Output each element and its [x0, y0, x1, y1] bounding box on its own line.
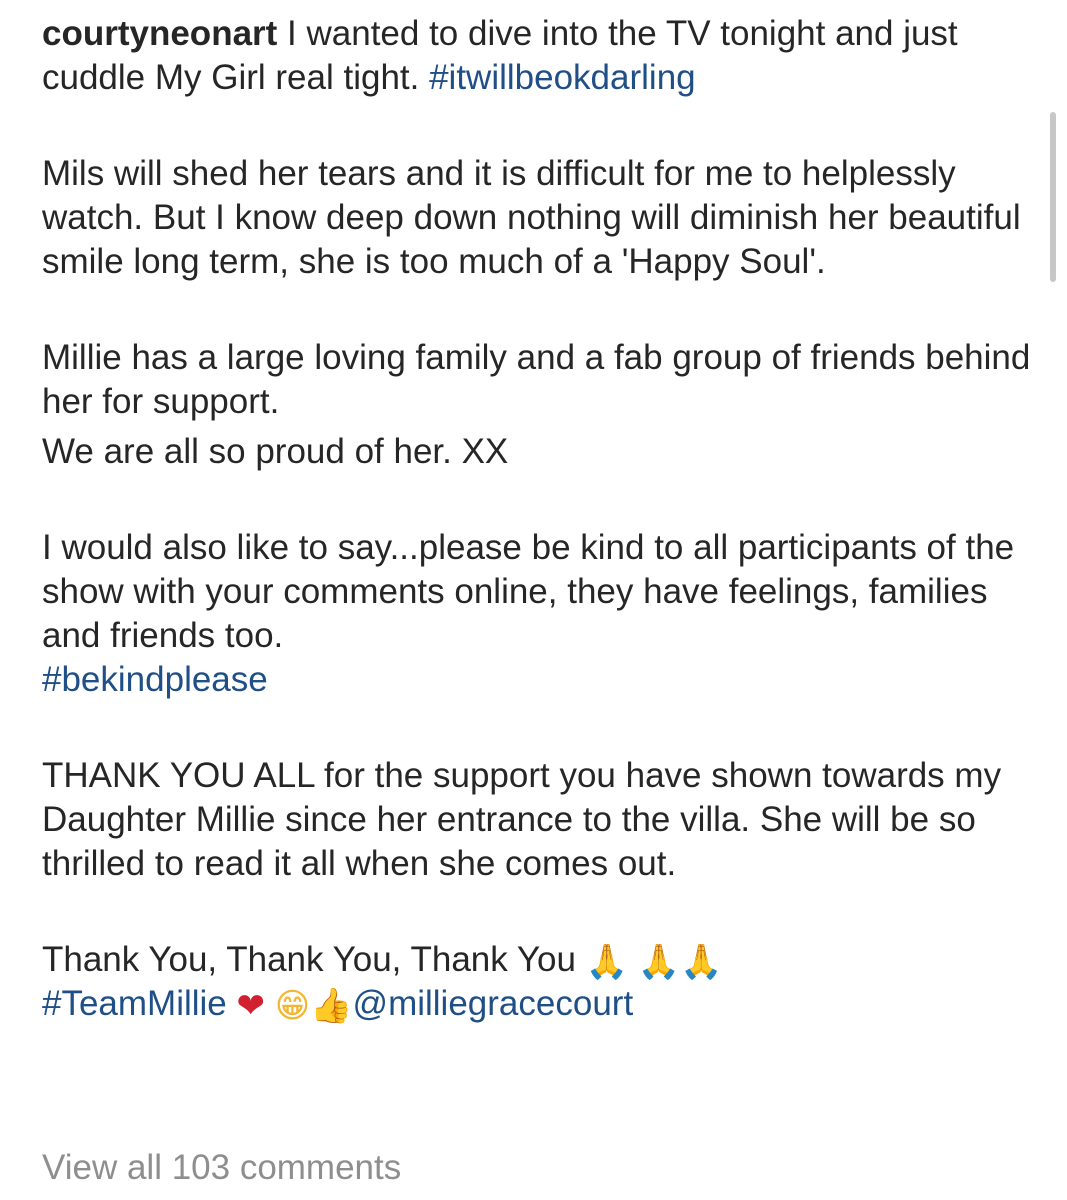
username-link[interactable]: courtyneonart [42, 14, 278, 53]
view-all-comments-link[interactable]: View all 103 comments [42, 1148, 402, 1187]
paragraph-gap [42, 100, 1032, 152]
paragraph-gap [42, 474, 1032, 526]
paragraph-gap [42, 284, 1032, 336]
hashtag-bekindplease[interactable]: #bekindplease [42, 660, 268, 699]
caption-paragraph-3: Millie has a large loving family and a fab group of friends behind her for support. [42, 338, 1031, 421]
folded-hands-emoji-icon: 🙏 [637, 942, 681, 982]
hashtag-itwillbeokdarling[interactable]: #itwillbeokdarling [429, 58, 696, 97]
folded-hands-emoji-icon: 🙏 [680, 942, 723, 982]
paragraph-gap [42, 886, 1032, 938]
caption-text-6: Thank You, Thank You, Thank You [42, 940, 586, 979]
paragraph-gap [42, 702, 1032, 754]
mention-milliegracecourt[interactable]: @milliegracecourt [352, 984, 634, 1023]
caption-paragraph-5: THANK YOU ALL for the support you have shown towards my Daughter Millie since her entrance to the villa. She will be so thrilled to read it all when she comes out. [42, 756, 1002, 883]
grinning-face-emoji-icon: 😁 [274, 986, 311, 1026]
caption-paragraph-2: Mils will shed her tears and it is difficult for me to helplessly watch. But I know deep down nothing will diminish her beautiful smile long term, she is too much of a 'Happy Soul'. [42, 154, 1021, 281]
scrollbar-thumb[interactable] [1050, 112, 1056, 282]
caption-text-1: I wanted to dive into the TV tonight and just cuddle My Girl real tight. [42, 14, 958, 97]
post-caption [42, 12, 1032, 1026]
hashtag-teammillie[interactable]: #TeamMillie [42, 984, 227, 1023]
caption-paragraph-6 [42, 938, 1032, 1026]
caption-paragraph-3b: We are all so proud of her. XX [42, 432, 509, 471]
caption-text-4: I would also like to say...please be kind to all participants of the show with your comments online, they have feelings, families and friends too. [42, 528, 1015, 655]
caption-paragraph-4 [42, 526, 1032, 702]
thumbs-up-emoji-icon: 👍 [310, 986, 353, 1026]
caption-paragraph-1 [42, 12, 1032, 100]
folded-hands-emoji-icon: 🙏 [585, 942, 628, 982]
red-heart-emoji-icon: ❤ [236, 986, 266, 1026]
